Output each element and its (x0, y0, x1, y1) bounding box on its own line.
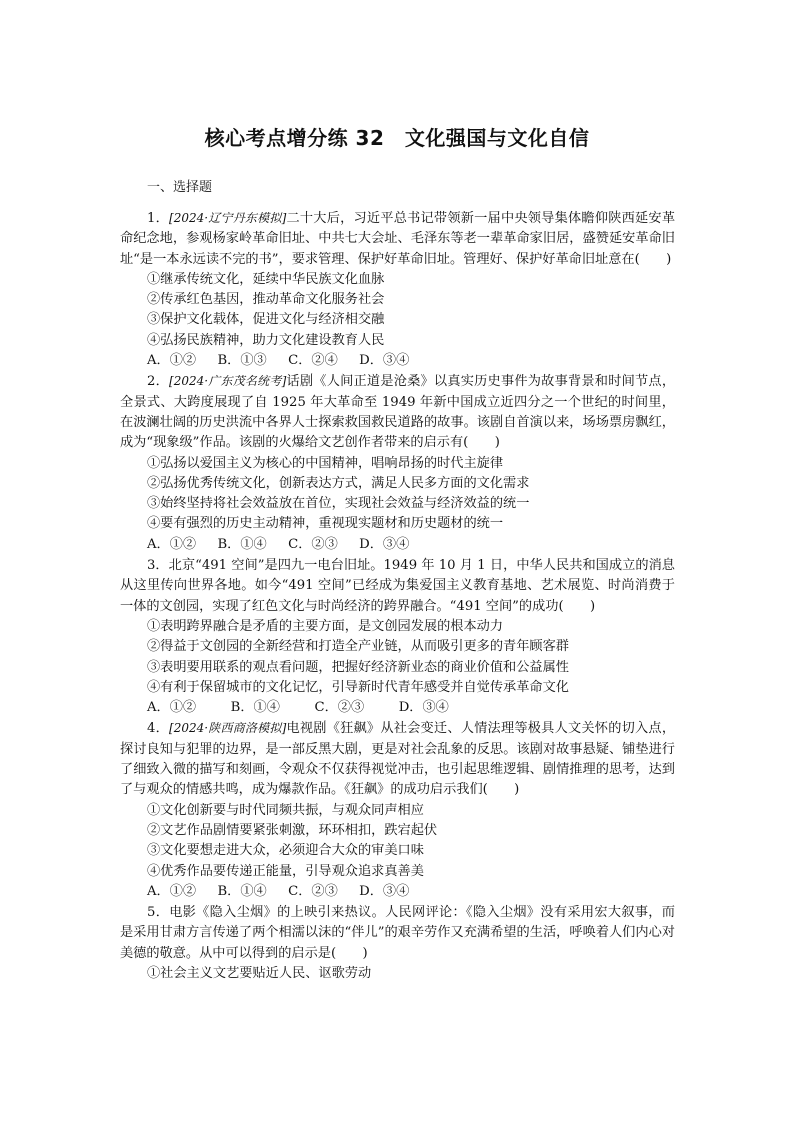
option-item: ④要有强烈的历史主动精神，重视现实题材和历史题材的统一 (147, 516, 504, 532)
question-text: 二十大后，习近平总书记带领新一届中央领导集体瞻仰陕西延安革命纪念地，参观杨家岭革命旧址、中共七大会址、毛泽东等老一辈革命家旧居，盛赞延安革命旧址“是一本永远读不完的书”，要求管理、保护好革命旧址。管理好、保护好革命旧址意在( ) (120, 211, 676, 267)
option-item: ③表明要用联系的观点看问题，把握好经济新业态的商业价值和公益属性 (147, 659, 569, 675)
option-item: ③文化要想走进大众，必须迎合大众的审美口味 (147, 843, 424, 859)
question-stem (120, 555, 675, 617)
question-number: 3． (147, 558, 169, 574)
option-item: ④优秀作品要传递正能量，引导观众追求真善美 (147, 863, 424, 879)
option-item: ①文化创新要与时代同频共振，与观众同声相应 (147, 802, 424, 818)
question-number: 2． (147, 374, 170, 390)
answer-choices: A．①② B．①④ C．②③ D．③④ (147, 536, 410, 552)
option-item: ①社会主义文艺要贴近人民、讴歌劳动 (147, 965, 372, 981)
option-item: ②弘扬优秀传统文化，创新表达方式，满足人民多方面的文化需求 (147, 475, 530, 491)
option-item: ③保护文化载体，促进文化与经济相交融 (147, 312, 385, 328)
option-item: ①弘扬以爱国主义为核心的中国精神，唱响昂扬的时代主旋律 (147, 455, 504, 471)
option-item: ④弘扬民族精神，助力文化建设教育人民 (147, 332, 385, 348)
question-number: 5． (147, 905, 170, 921)
question-stem (120, 371, 675, 453)
answer-choices: A．①② B．①④ C．②③ D．③④ (147, 700, 449, 716)
question-3 (120, 555, 675, 718)
question-text: 话剧《人间正道是沧桑》以真实历史事件为故事背景和时间节点，全景式、大跨度展现了自 1925 年大革命至 1949 年新中国成立近四分之一个世纪的时间里，在波澜壮阔的历史洪流中各界人士探索救国救民道路的故事。该剧自首演以来，场场票房飘红，成为“现象级”作品。该剧的火爆给文艺创作者带来的启示有( ) (120, 374, 676, 451)
option-item: ③始终坚持将社会效益放在首位，实现社会效益与经济效益的统一 (147, 496, 530, 512)
question-source: [2024·辽宁丹东模拟] (169, 211, 287, 225)
section-heading: 一、选择题 (147, 180, 213, 195)
option-item: ④有利于保留城市的文化记忆，引导新时代青年感受并自觉传承革命文化 (147, 679, 569, 695)
answer-choices: A．①② B．①③ C．②④ D．③④ (147, 353, 410, 369)
question-4 (120, 718, 675, 902)
question-list (120, 208, 675, 984)
page-title: 核心考点增分练 32 文化强国与文化自信 (204, 126, 590, 150)
question-stem (120, 902, 675, 964)
question-source: [2024·陕西商洛模拟] (169, 721, 287, 736)
question-1 (120, 208, 675, 371)
question-text: 电视剧《狂飙》从社会变迁、人情法理等极具人文关怀的切入点，探讨良知与犯罪的边界，是一部反黑大剧，更是对社会乱象的反思。该剧对故事悬疑、铺垫进行了细致入微的描写和刻画，令观众不仅获得视觉冲击，也引起思维逻辑、剧情推理的思考，达到了与观众的情感共鸣，成为爆款作品。《狂飙》的成功启示我们( ) (120, 721, 676, 798)
answer-choices: A．①② B．①④ C．②③ D．③④ (147, 883, 410, 899)
option-item: ②得益于文创园的全新经营和打造全产业链，从而吸引更多的青年顾客群 (147, 639, 569, 655)
question-text: 北京“491 空间”是四九一电台旧址。1949 年 10 月 1 日，中华人民共和国成立的消息从这里传向世界各地。如今“491 空间”已经成为集爱国主义教育基地、艺术展览、时尚消费于一体的文创园，实现了红色文化与时尚经济的跨界融合。“491 空间”的成功( ) (120, 558, 675, 614)
question-number: 1． (147, 211, 170, 226)
option-item: ①表明跨界融合是矛盾的主要方面，是文创园发展的根本动力 (147, 618, 504, 634)
question-stem (120, 718, 675, 800)
question-2 (120, 371, 675, 555)
question-number: 4． (147, 721, 170, 737)
option-item: ②传承红色基因，推动革命文化服务社会 (147, 292, 385, 308)
option-item: ②文艺作品剧情要紧张刺激，环环相扣，跌宕起伏 (147, 822, 438, 838)
question-5 (120, 902, 675, 984)
option-item: ①继承传统文化，延续中华民族文化血脉 (147, 271, 385, 287)
question-source: [2024·广东茂名统考] (169, 374, 287, 389)
question-stem (120, 208, 675, 270)
question-text: 电影《隐入尘烟》的上映引来热议。人民网评论：《隐入尘烟》没有采用宏大叙事，而是采用甘肃方言传递了两个相濡以沫的“伴儿”的艰辛劳作又充满希望的生活，呼唤着人们内心对美德的敬意。从中可以得到的启示是( ) (120, 905, 675, 961)
